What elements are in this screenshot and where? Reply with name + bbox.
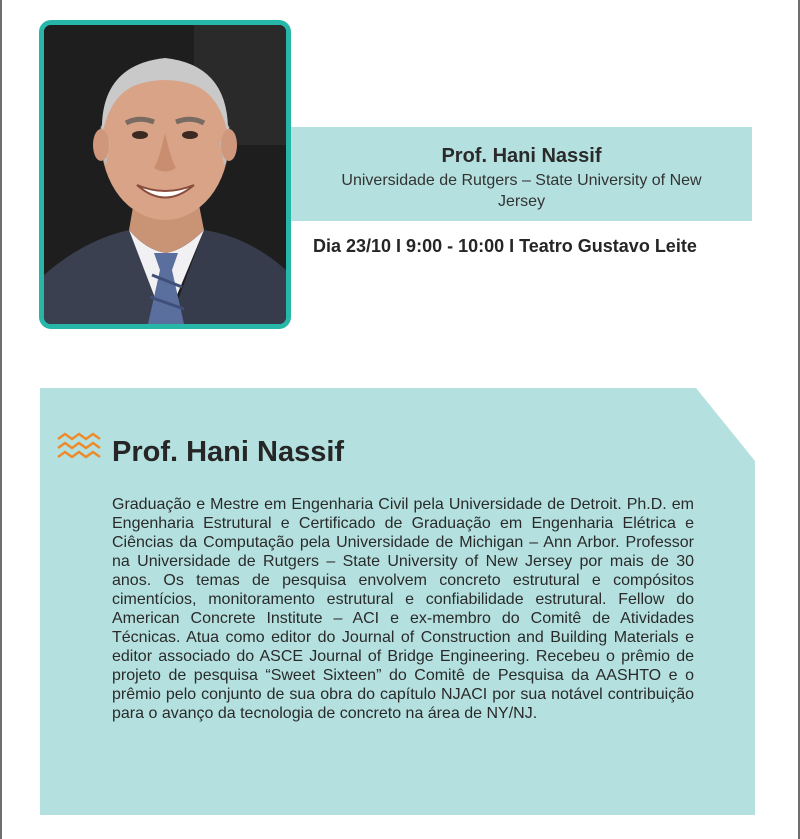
- session-schedule: Dia 23/10 I 9:00 - 10:00 I Teatro Gustavo Leite: [313, 236, 697, 256]
- corner-fold: [696, 388, 755, 461]
- speaker-banner: [291, 127, 752, 221]
- speaker-affiliation: Universidade de Rutgers – State University of New Jersey: [341, 172, 702, 210]
- wave-icon: [56, 432, 104, 464]
- bio-card: [40, 388, 755, 815]
- speaker-name: Prof. Hani Nassif: [441, 145, 602, 167]
- bio-title: Prof. Hani Nassif: [112, 436, 345, 468]
- page-border-left: [0, 0, 2, 839]
- portrait-icon: [44, 25, 286, 324]
- bio-text: Graduação e Mestre em Engenharia Civil pela Universidade de Detroit. Ph.D. em Engenharia Estrutural e Certificado de Graduação em Engenharia Elétrica e Ciências da Computação pela Universidade de Michigan – Ann Arbor. Professor na Universidade de Rutgers – State University of New Jersey por mais de 30 anos. Os temas de pesquisa envolvem concreto estrutural e compósitos cimentícios, monitoramento estrutural e confiabilidade estrutural. Fellow do American Concrete Institute – ACI e ex-membro do Comitê de Atividades Técnicas. Atua como editor do Journal of Construction and Building Materials e editor associado do ASCE Journal of Bridge Engineering. Recebeu o prêmio de projeto de pesquisa “Sweet Sixteen” do Comitê de Pesquisa da AASHTO e o prêmio pelo conjunto de sua obra do capítulo NJACI por sua notável contribuição para o avanço da tecnologia de concreto na área de NY/NJ.: [112, 496, 694, 722]
- speaker-photo: [39, 20, 291, 329]
